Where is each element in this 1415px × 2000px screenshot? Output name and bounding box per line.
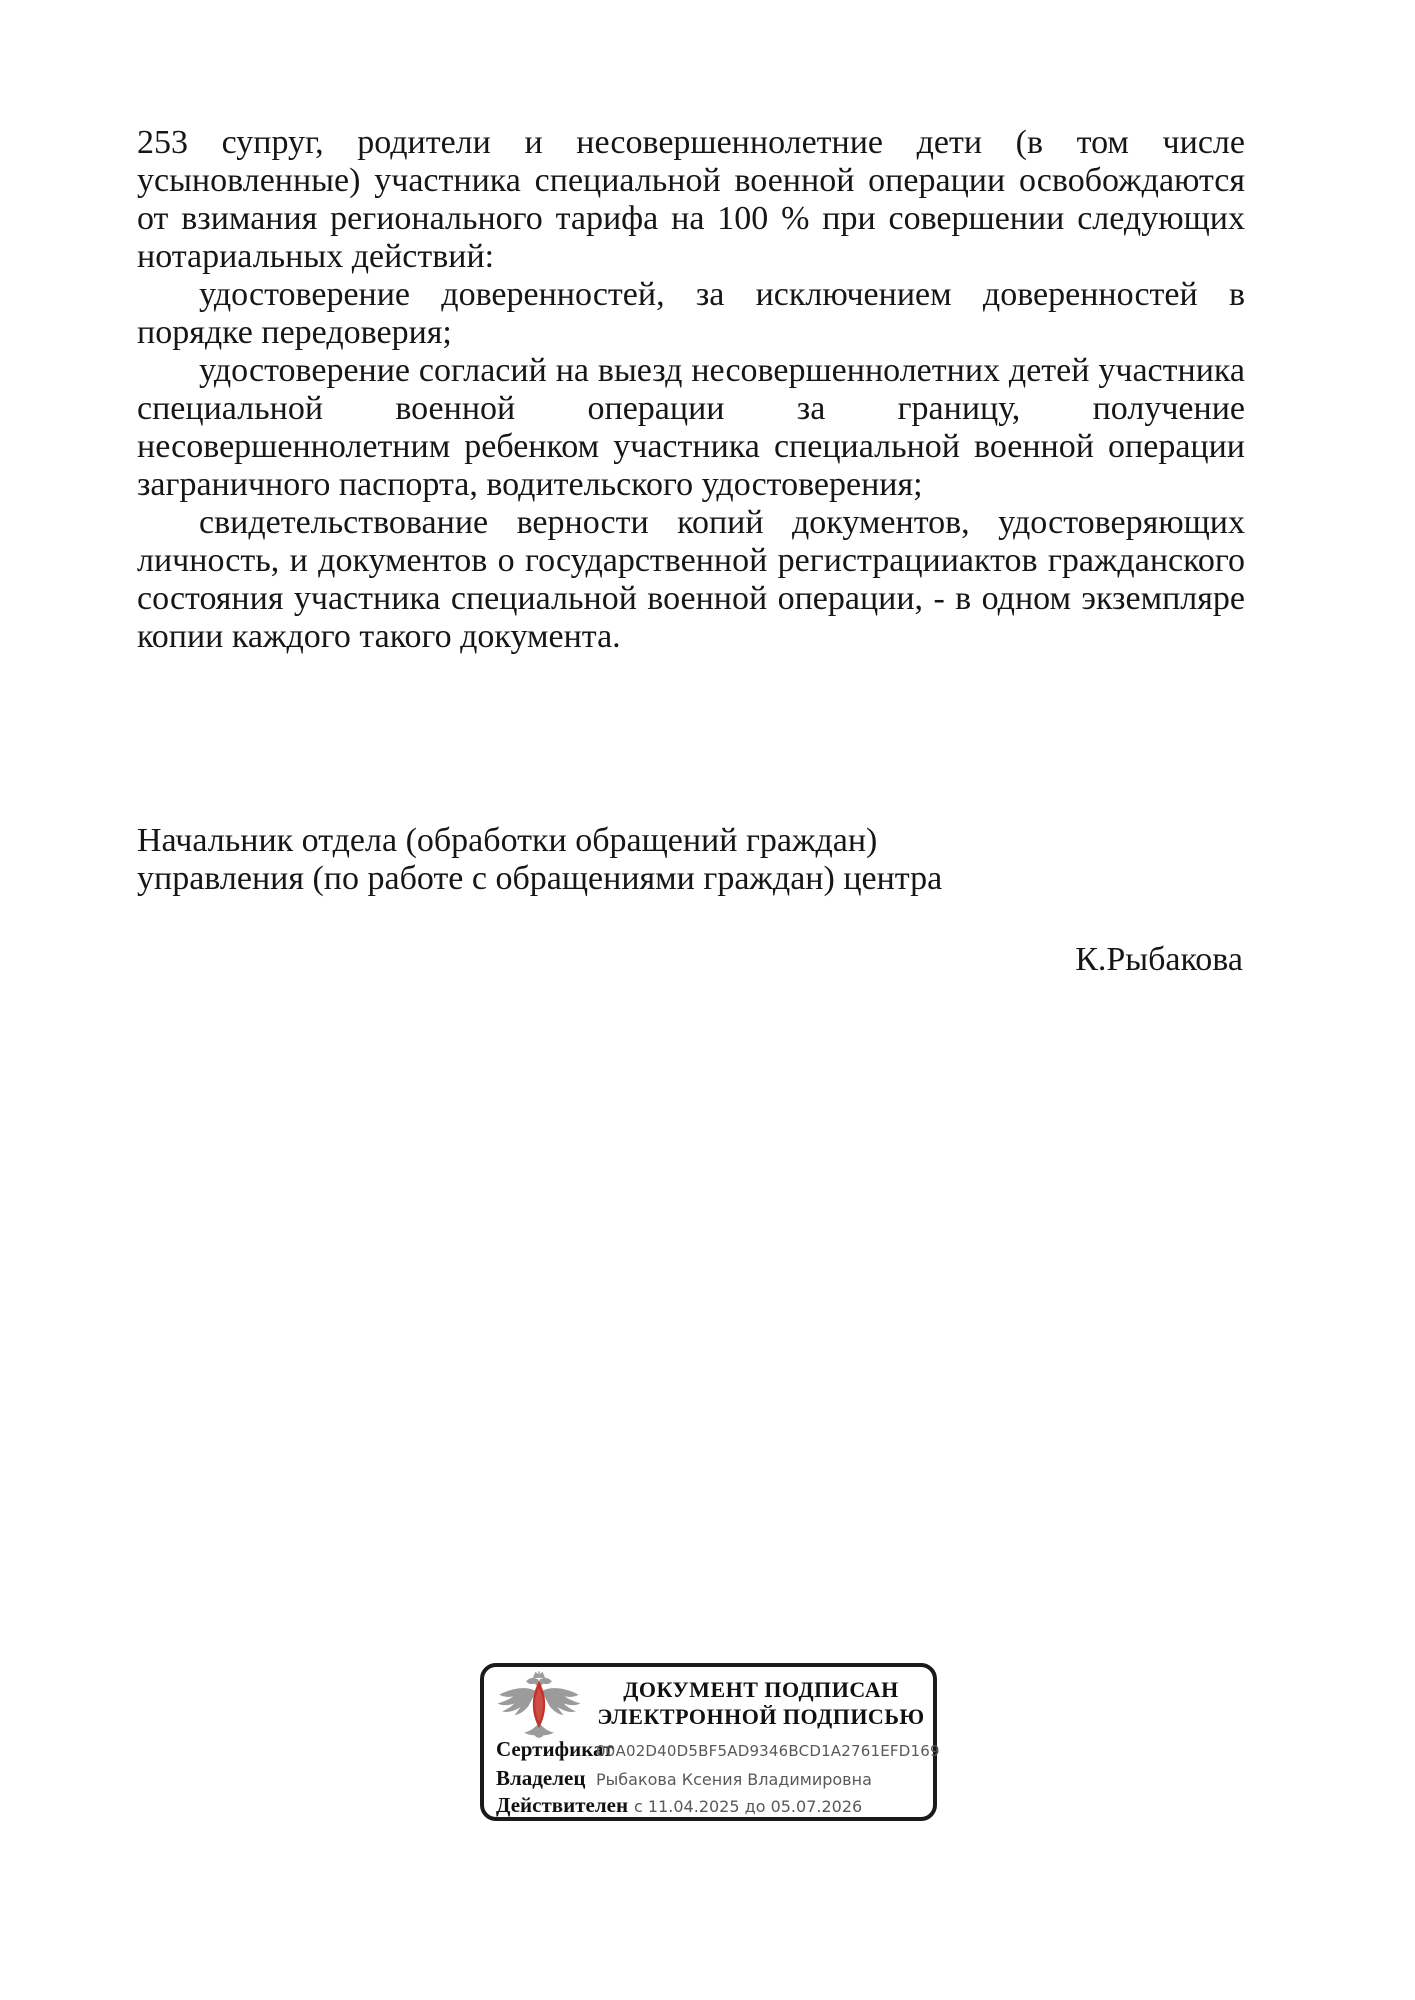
stamp-title-line1: ДОКУМЕНТ ПОДПИСАН [623,1677,899,1702]
validity-label: Действителен [496,1793,629,1817]
stamp-title-line2: ЭЛЕКТРОННОЙ ПОДПИСЬЮ [597,1704,925,1729]
paragraph-tariff-exemption: 253 супруг, родители и несовершеннолетние дети (в том числе усыновленные) участника специальной военной операции освобождаются от взимания регионального тарифа на 100 % при совершении следующих нотариальных действий: [137,124,1245,275]
stamp-title [594,1676,928,1730]
paragraph-power-of-attorney: удостоверение доверенностей, за исключением доверенностей в порядке передоверия; [137,276,1245,351]
signer-position-line1: Начальник отдела (обработки обращений граждан) [137,822,878,859]
signer-position [137,822,1245,898]
stamp-owner-row [496,1766,925,1791]
paragraph-copies-certification: свидетельствование верности копий документов, удостоверяющих личность, и документов о государственной регистрацииактов гражданского состояния участника специальной военной операции, - в одном экземпляре копии каждого такого документа. [137,504,1245,655]
stamp-certificate-row [496,1737,940,1762]
validity-value: с 11.04.2025 до 05.07.2026 [634,1797,863,1816]
stamp-validity-row [496,1793,925,1818]
electronic-signature-stamp [480,1663,940,1821]
owner-label: Владелец [496,1766,586,1790]
mod-russia-eagle-icon [494,1670,584,1744]
signer-position-line2: управления (по работе с обращениями граждан) центра [137,860,943,897]
certificate-value: 00A02D40D5BF5AD9346BCD1A2761EFD169 [596,1742,940,1760]
certificate-label: Сертификат [496,1737,614,1761]
paragraph-consents: удостоверение согласий на выезд несовершеннолетних детей участника специальной военной операции за границу, получение несовершеннолетним ребенком участника специальной военной операции заграничного паспорта, водительского удостоверения; [137,352,1245,503]
owner-value: Рыбакова Ксения Владимировна [596,1770,872,1789]
signer-name: К.Рыбакова [1075,941,1243,978]
document-body [137,124,1245,656]
